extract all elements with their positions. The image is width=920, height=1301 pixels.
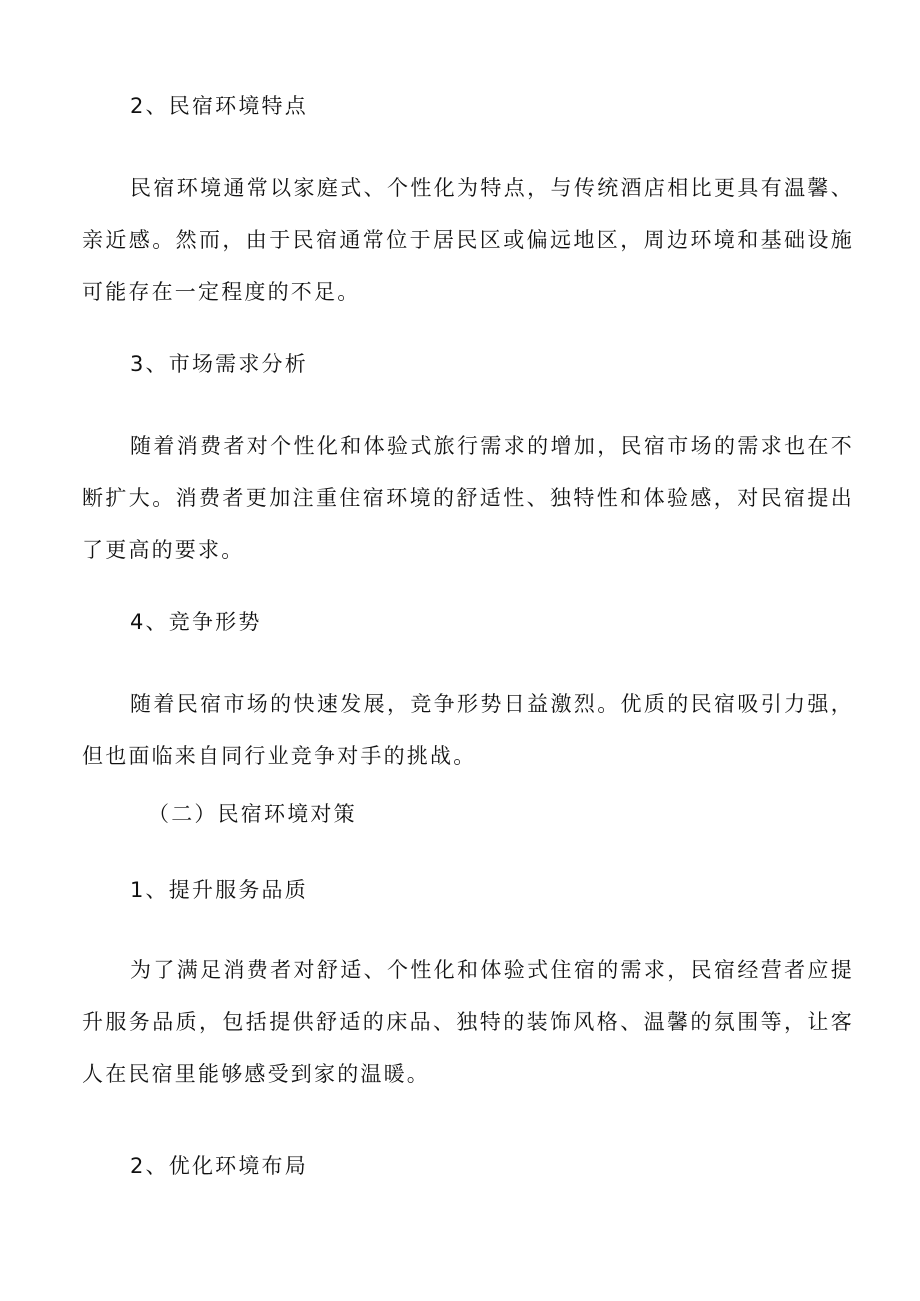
section-heading: 2、民宿环境特点 [130,94,308,118]
paragraph: 为了满足消费者对舒适、个性化和体验式住宿的需求，民宿经营者应提升服务品质，包括提供舒适的床品、独特的装饰风格、温馨的氛围等，让客人在民宿里能够感受到家的温暖。 [82,958,854,1086]
subsection-title: （二）民宿环境对策 [148,802,357,826]
paragraph: 民宿环境通常以家庭式、个性化为特点，与传统酒店相比更具有温馨、亲近感。然而，由于民宿通常位于居民区或偏远地区，周边环境和基础设施可能存在一定程度的不足。 [82,176,854,304]
section-heading: 2、优化环境布局 [130,1154,308,1178]
paragraph: 随着消费者对个性化和体验式旅行需求的增加，民宿市场的需求也在不断扩大。消费者更加注重住宿环境的舒适性、独特性和体验感，对民宿提出了更高的要求。 [82,434,854,562]
section-heading: 1、提升服务品质 [130,878,308,902]
paragraph: 随着民宿市场的快速发展，竞争形势日益激烈。优质的民宿吸引力强，但也面临来自同行业竞争对手的挑战。 [82,692,854,768]
section-heading: 3、市场需求分析 [130,352,308,376]
section-heading: 4、竞争形势 [130,610,262,634]
